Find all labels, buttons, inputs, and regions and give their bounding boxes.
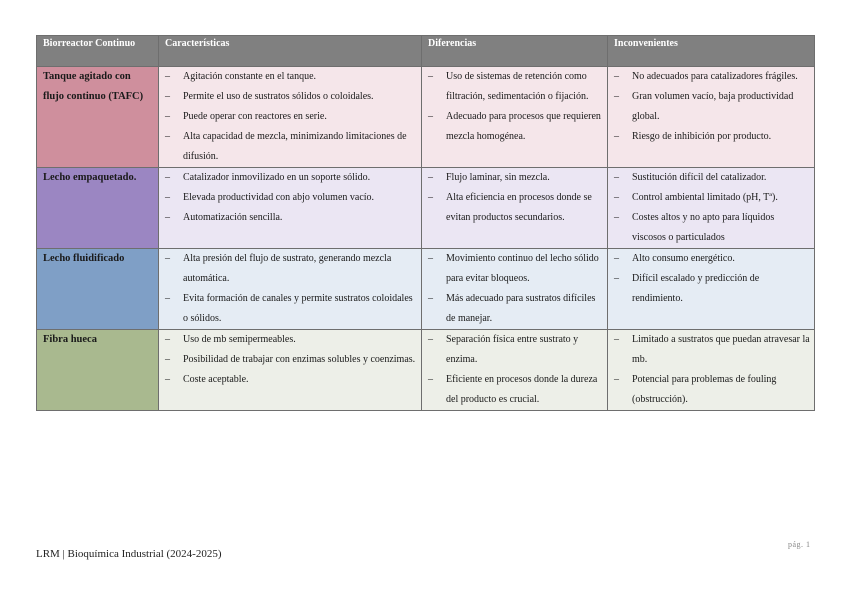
header-diferencias: Diferencias bbox=[422, 36, 608, 67]
diferencias-cell bbox=[422, 168, 608, 249]
row-name: Fibra hueca bbox=[37, 330, 159, 411]
list-item: – Separación física entre sustrato y enzima. bbox=[426, 330, 603, 370]
header-inconvenientes: Inconvenientes bbox=[608, 36, 815, 67]
diferencias-cell bbox=[422, 249, 608, 330]
table-header-row bbox=[37, 36, 815, 67]
diferencias-cell bbox=[422, 67, 608, 168]
list-item: – Sustitución difícil del catalizador. bbox=[612, 168, 810, 188]
list-item: – Flujo laminar, sin mezcla. bbox=[426, 168, 603, 188]
list-item: – Alta presión del flujo de sustrato, generando mezcla automática. bbox=[163, 249, 417, 289]
list-item: – Coste aceptable. bbox=[163, 370, 417, 390]
list-item: – Potencial para problemas de fouling (obstrucción). bbox=[612, 370, 810, 410]
table-row bbox=[37, 67, 815, 168]
row-name: Lecho empaquetado. bbox=[37, 168, 159, 249]
list-item: – Alta eficiencia en procesos donde se evitan productos secundarios. bbox=[426, 188, 603, 228]
list-item: – Uso de mb semipermeables. bbox=[163, 330, 417, 350]
list-item: – Limitado a sustratos que puedan atravesar la mb. bbox=[612, 330, 810, 370]
list-item: – Uso de sistemas de retención como filtración, sedimentación o fijación. bbox=[426, 67, 603, 107]
list-item: – Gran volumen vacío, baja productividad global. bbox=[612, 87, 810, 127]
list-item: – Puede operar con reactores en serie. bbox=[163, 107, 417, 127]
list-item: – Movimiento continuo del lecho sólido para evitar bloqueos. bbox=[426, 249, 603, 289]
header-caracteristicas: Características bbox=[159, 36, 422, 67]
list-item: – Difícil escalado y predicción de rendimiento. bbox=[612, 269, 810, 309]
row-name: Tanque agitado con flujo continuo (TAFC) bbox=[37, 67, 159, 168]
inconvenientes-cell bbox=[608, 330, 815, 411]
caracteristicas-cell bbox=[159, 168, 422, 249]
list-item: – Riesgo de inhibición por producto. bbox=[612, 127, 810, 147]
list-item: – Control ambiental limitado (pH, Tª). bbox=[612, 188, 810, 208]
caracteristicas-cell bbox=[159, 330, 422, 411]
list-item: – No adecuados para catalizadores frágiles. bbox=[612, 67, 810, 87]
list-item: – Costes altos y no apto para líquidos viscosos o particulados bbox=[612, 208, 810, 248]
row-name: Lecho fluidificado bbox=[37, 249, 159, 330]
caracteristicas-cell bbox=[159, 67, 422, 168]
list-item: – Alta capacidad de mezcla, minimizando limitaciones de difusión. bbox=[163, 127, 417, 167]
caracteristicas-cell bbox=[159, 249, 422, 330]
list-item: – Agitación constante en el tanque. bbox=[163, 67, 417, 87]
list-item: – Catalizador inmovilizado en un soporte sólido. bbox=[163, 168, 417, 188]
page-footer: LRM | Bioquímica Industrial (2024-2025) bbox=[36, 548, 222, 560]
table-row bbox=[37, 168, 815, 249]
list-item: – Automatización sencilla. bbox=[163, 208, 417, 228]
bioreactor-table bbox=[36, 35, 815, 411]
list-item: – Permite el uso de sustratos sólidos o coloidales. bbox=[163, 87, 417, 107]
list-item: – Posibilidad de trabajar con enzimas solubles y coenzimas. bbox=[163, 350, 417, 370]
list-item: – Más adecuado para sustratos difíciles de manejar. bbox=[426, 289, 603, 329]
list-item: – Adecuado para procesos que requieren mezcla homogénea. bbox=[426, 107, 603, 147]
page-number: pág. 1 bbox=[788, 540, 811, 549]
inconvenientes-cell bbox=[608, 168, 815, 249]
table-row bbox=[37, 330, 815, 411]
header-biorreactor: Biorreactor Continuo bbox=[37, 36, 159, 67]
diferencias-cell bbox=[422, 330, 608, 411]
table-row bbox=[37, 249, 815, 330]
inconvenientes-cell bbox=[608, 67, 815, 168]
inconvenientes-cell bbox=[608, 249, 815, 330]
list-item: – Evita formación de canales y permite sustratos coloidales o sólidos. bbox=[163, 289, 417, 329]
list-item: – Elevada productividad con abjo volumen vacío. bbox=[163, 188, 417, 208]
list-item: – Eficiente en procesos donde la dureza del producto es crucial. bbox=[426, 370, 603, 410]
list-item: – Alto consumo energético. bbox=[612, 249, 810, 269]
